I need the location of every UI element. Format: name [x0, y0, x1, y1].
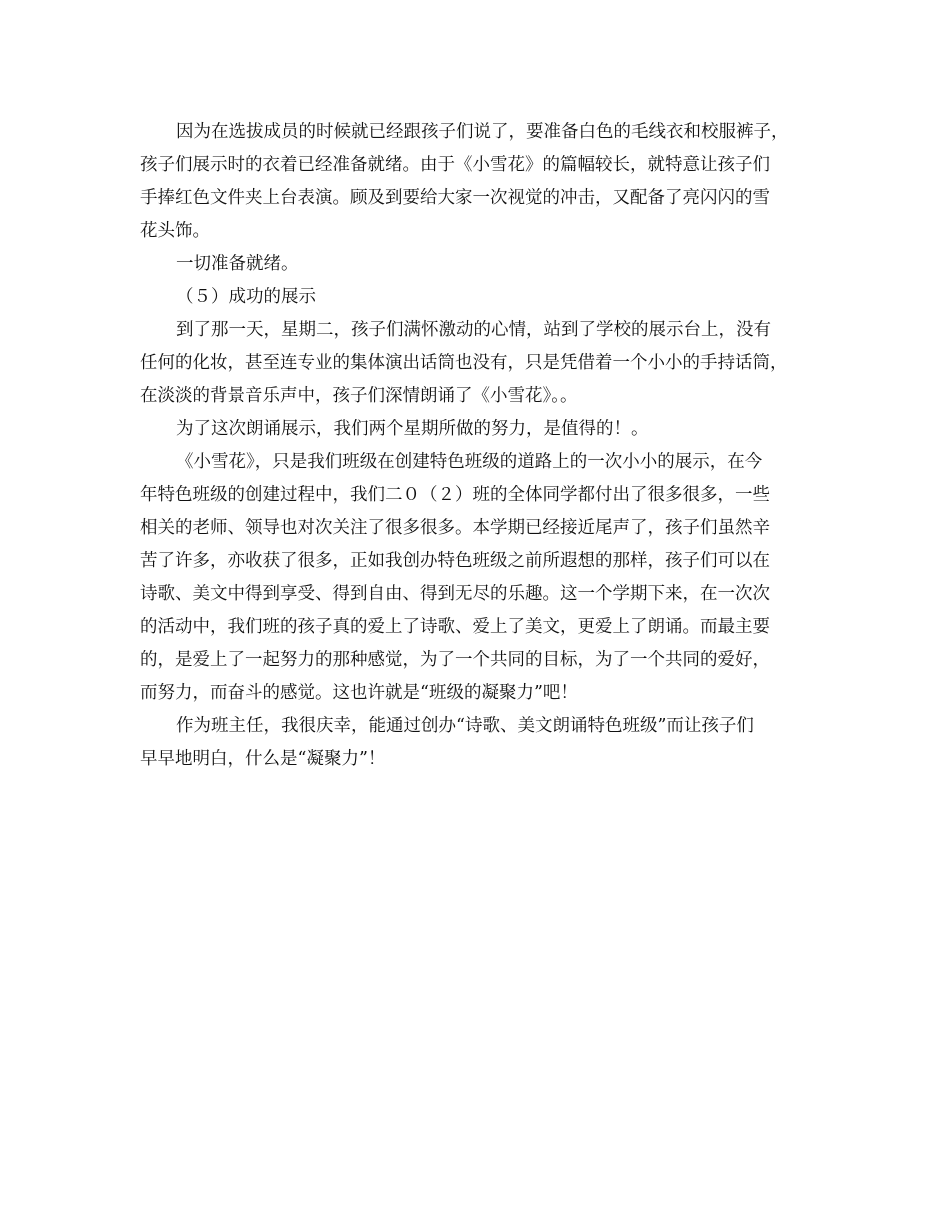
text-line: 相关的老师、领导也对次关注了很多很多。本学期已经接近尾声了，孩子们虽然辛 [140, 518, 770, 538]
text-line: 在淡淡的背景音乐声中，孩子们深情朗诵了《小雪花》。。 [140, 386, 578, 406]
section-heading [140, 281, 810, 314]
text-line: 苦了许多，亦收获了很多，正如我创办特色班级之前所遐想的那样，孩子们可以在 [140, 551, 770, 571]
text-line: 一切准备就绪。 [176, 254, 299, 274]
text-line: 任何的化妆，甚至连专业的集体演出话筒也没有，只是凭借着一个小小的手持话筒， [140, 353, 788, 373]
text-line: 诗歌、美文中得到享受、得到自由、得到无尽的乐趣。这一个学期下来，在一次次 [140, 584, 770, 604]
text-line: 早早地明白，什么是“凝聚力”！ [140, 749, 386, 769]
text-line: 作为班主任，我很庆幸，能通过创办“诗歌、美文朗诵特色班级”而让孩子们 [176, 716, 754, 736]
paragraph [140, 248, 810, 281]
text-line: 《小雪花》，只是我们班级在创建特色班级的道路上的一次小小的展示，在今 [176, 452, 763, 472]
text-line: 年特色班级的创建过程中，我们二０（２）班的全体同学都付出了很多很多，一些 [140, 485, 770, 505]
paragraph [140, 314, 810, 413]
text-line: 因为在选拔成员的时候就已经跟孩子们说了，要准备白色的毛线衣和校服裤子， [176, 122, 789, 142]
paragraph [140, 413, 810, 446]
text-line: 手捧红色文件夹上台表演。顾及到要给大家一次视觉的冲击，又配备了亮闪闪的雪 [140, 188, 770, 208]
text-line: 为了这次朗诵展示，我们两个星期所做的努力，是值得的！。 [176, 419, 649, 439]
text-line: 而努力，而奋斗的感觉。这也许就是“班级的凝聚力”吧！ [140, 683, 578, 703]
text-line: 的，是爱上了一起努力的那种感觉，为了一个共同的目标，为了一个共同的爱好， [140, 650, 770, 670]
text-line: （５）成功的展示 [176, 287, 316, 307]
text-line: 的活动中，我们班的孩子真的爱上了诗歌、爱上了美文，更爱上了朗诵。而最主要 [140, 617, 770, 637]
document-body [140, 116, 810, 776]
text-line: 到了那一天，星期二，孩子们满怀激动的心情，站到了学校的展示台上，没有 [176, 320, 771, 340]
text-line: 花头饰。 [140, 221, 210, 241]
text-line: 孩子们展示时的衣着已经准备就绪。由于《小雪花》的篇幅较长，就特意让孩子们 [140, 155, 770, 175]
paragraph [140, 710, 810, 776]
paragraph [140, 116, 810, 248]
paragraph [140, 446, 810, 710]
